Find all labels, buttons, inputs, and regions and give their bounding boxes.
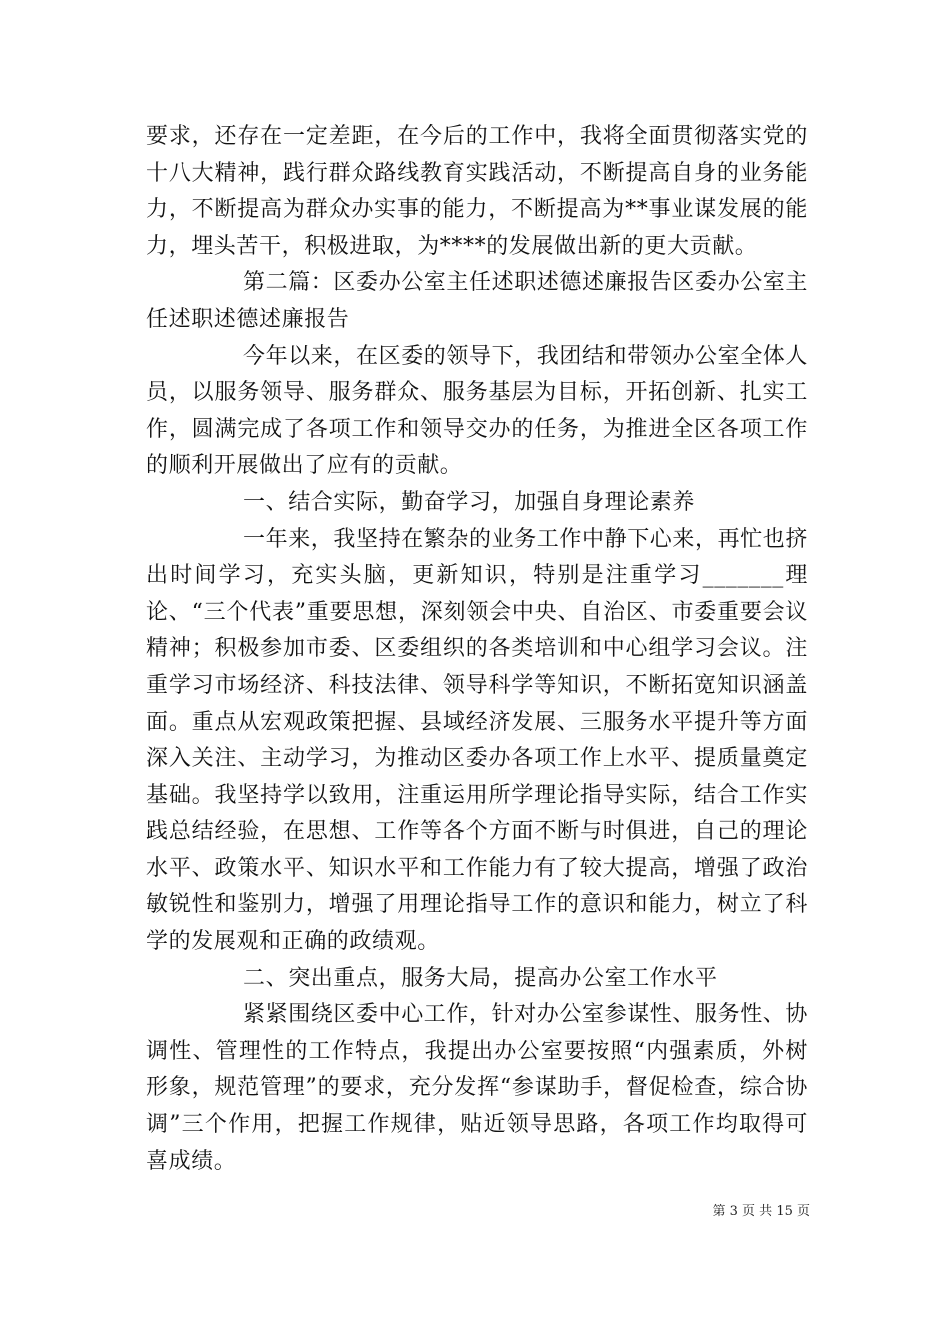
- document-body: [146, 119, 808, 1180]
- heading-section-two: 二、突出重点，服务大局，提高办公室工作水平: [243, 965, 718, 991]
- paragraph-office-work: 紧紧围绕区委中心工作，针对办公室参谋性、服务性、协调性、管理性的工作特点，我提出办公室要按照“内强素质，外树形象，规范管理”的要求，充分发挥“参谋助手，督促检查，综合协调”三个作用，把握工作规律，贴近领导思路，各项工作均取得可喜成绩。: [146, 1002, 809, 1174]
- page-number-footer: 第 3 页 共 15 页: [712, 1204, 810, 1219]
- paragraph-study: 一年来，我坚持在繁杂的业务工作中静下心来，再忙也挤出时间学习，充实头脑，更新知识，特别是注重学习_______理论、“三个代表”重要思想，深刻领会中央、自治区、市委重要会议精神；积极参加市委、区委组织的各类培训和中心组学习会议。注重学习市场经济、科技法律、领导科学等知识，不断拓宽知识涵盖面。重点从宏观政策把握、县域经济发展、三服务水平提升等方面深入关注、主动学习，为推动区委办各项工作上水平、提质量奠定基础。我坚持学以致用，注重运用所学理论指导实际，结合工作实践总结经验，在思想、工作等各个方面不断与时俱进，自己的理论水平、政策水平、知识水平和工作能力有了较大提高，增强了政治敏锐性和鉴别力，增强了用理论指导工作的意识和能力，树立了科学的发展观和正确的政绩观。: [146, 526, 809, 955]
- paragraph-continuation: 要求，还存在一定差距，在今后的工作中，我将全面贯彻落实党的十八大精神，践行群众路线教育实践活动，不断提高自身的业务能力，不断提高为群众办实事的能力，不断提高为**事业谋发展的能力，埋头苦干，积极进取，为****的发展做出新的更大贡献。: [146, 124, 808, 259]
- heading-section-one: 一、结合实际，勤奋学习，加强自身理论素养: [243, 489, 696, 515]
- section-title-chapter-two: 第二篇：区委办公室主任述职述德述廉报告区委办公室主任述职述德述廉报告: [146, 270, 809, 332]
- paragraph-intro: 今年以来，在区委的领导下，我团结和带领办公室全体人员，以服务领导、服务群众、服务基层为目标，开拓创新、扎实工作，圆满完成了各项工作和领导交办的任务，为推进全区各项工作的顺利开展做出了应有的贡献。: [146, 343, 809, 479]
